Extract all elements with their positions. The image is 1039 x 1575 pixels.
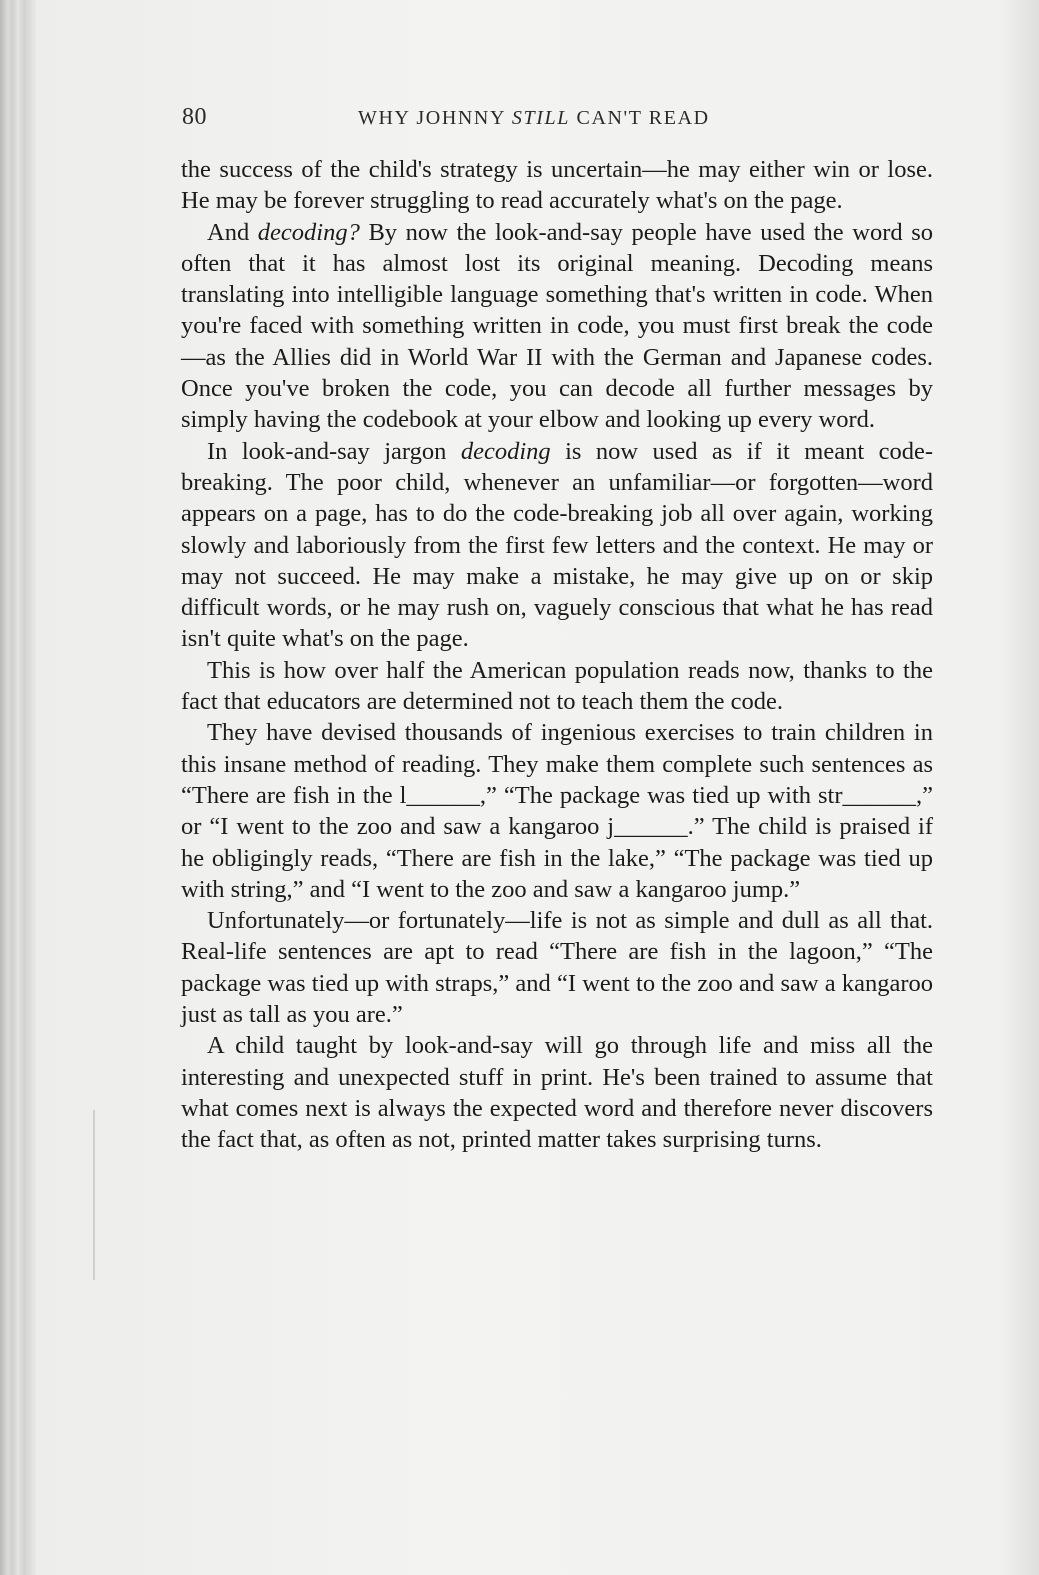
paragraph-2-lead: And [207, 218, 258, 246]
book-title-start: WHY JOHNNY [358, 107, 512, 129]
margin-mark [93, 1110, 95, 1280]
book-title-end: CAN'T READ [569, 107, 710, 129]
paragraph-2 [181, 217, 933, 436]
paragraph-1: the success of the child's strategy is uncertain—he may either win or lose. He may be forever struggling to read accurately what's on the page. [181, 156, 933, 215]
page-number: 80 [182, 104, 207, 130]
page-edge [0, 0, 36, 1575]
spine-shadow [999, 0, 1039, 1575]
book-title [358, 107, 710, 130]
paragraph-3-italic: decoding [460, 437, 551, 465]
paragraph-2-italic: decoding? [257, 218, 360, 246]
running-head [182, 104, 932, 140]
paragraph-2-rest: By now the look-and-say people have used the word so often that it has almost lost its original meaning. Decoding means translating into intelligible language something that's written in code. When you're faced with something written in code, you must first break the code—as the Allies did in World War II with the German and Japanese codes. Once you've broken the code, you can decode all further messages by simply having the codebook at your elbow and looking up every word. [181, 218, 933, 434]
paragraph-5: They have devised thousands of ingenious exercises to train children in this insane method of reading. They make them complete such sentences as “There are fish in the l______,” “The package was tied up with str______,” or “I went to the zoo and saw a kangaroo j______.” The child is praised if he obligingly reads, “There are fish in the lake,” “The package was tied up with string,” and “I went to the zoo and saw a kangaroo jump.” [181, 719, 933, 903]
paragraph-4: This is how over half the American population reads now, thanks to the fact that educators are determined not to teach them the code. [181, 656, 933, 716]
body-text [181, 154, 933, 1156]
paragraph-3 [181, 436, 933, 655]
book-title-italic: STILL [511, 107, 570, 129]
paragraph-7: A child taught by look-and-say will go through life and miss all the interesting and unexpected stuff in print. He's been trained to assume that what comes next is always the expected word and therefore never discovers the fact that, as often as not, printed matter takes surprising turns. [181, 1032, 933, 1154]
paragraph-3-rest: is now used as if it meant code-breaking. The poor child, whenever an unfamiliar—or forgotten—word appears on a page, has to do the code-breaking job all over again, working slowly and laboriously from the first few letters and the context. He may or may not succeed. He may make a mistake, he may give up on or skip difficult words, or he may rush on, vaguely conscious that what he has read isn't quite what's on the page. [181, 437, 934, 653]
paragraph-6: Unfortunately—or fortunately—life is not as simple and dull as all that. Real-life sentences are apt to read “There are fish in the lagoon,” “The package was tied up with straps,” and “I went to the zoo and saw a kangaroo just as tall as you are.” [181, 907, 933, 1029]
paragraph-3-lead: In look-and-say jargon [207, 437, 461, 465]
